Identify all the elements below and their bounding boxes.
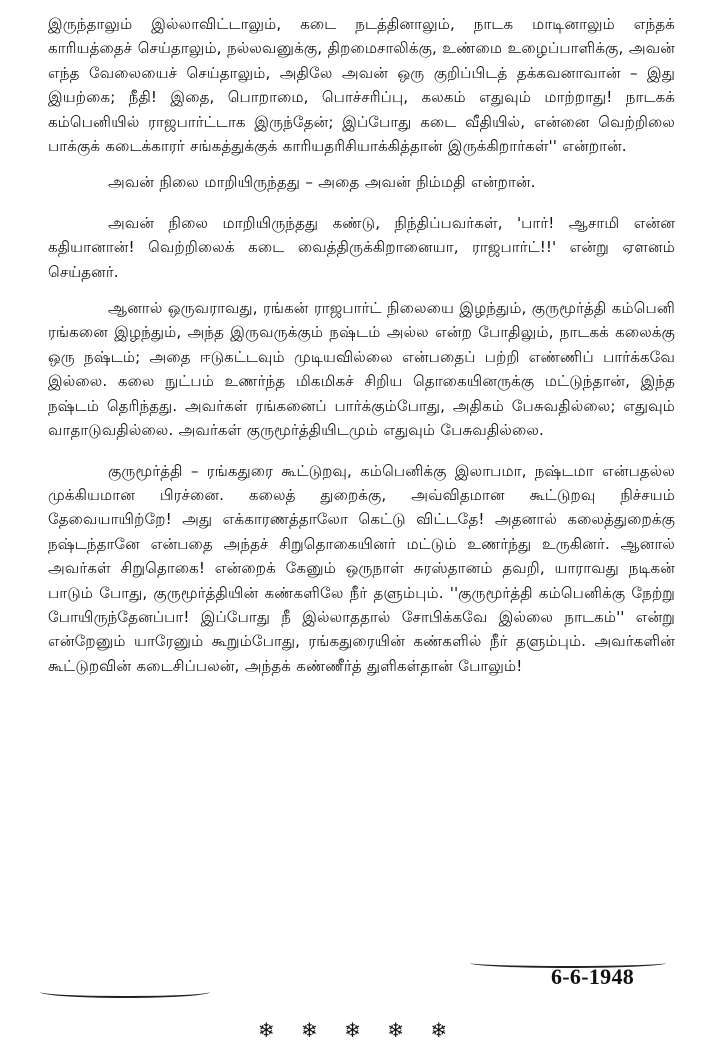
paragraph-4: ஆனால் ஒருவராவது, ரங்கன் ராஜபார்ட் நிலையை இழந்தும், குருமூர்த்தி கம்பெனி ரங்கனை இழந்தும், அந்த இருவருக்கும் நஷ்டம் அல்ல என்ற போதிலும், நாடகக் கலைக்கு ஒரு நஷ்டம்; அதை ஈடுகட்டவும் முடியவில்லை என்பதைப் பற்றி எண்ணிப் பார்க்கவே இல்லை. கலை நுட்பம் உணர்ந்த மிகமிகச் சிறிய தொகையினருக்கு மட்டுந்தான், இந்த நஷ்டம் தெரிந்தது. அவர்கள் ரங்கனைப் பார்க்கும்போது, அதிகம் பேசுவதில்லை; எதுவும் வாதாடுவதில்லை. அவர்கள் குருமூர்த்தியிடமும் எதுவும் பேசுவதில்லை. (48, 299, 675, 440)
paragraph-3: அவன் நிலை மாறியிருந்தது கண்டு, நிந்திப்பவர்கள், 'பார்! ஆசாமி என்ன கதியானான்! வெற்றிலைக் கடை வைத்திருக்கிறானையா, ராஜபார்ட்!!' என்று ஏளனம் செய்தனர். (48, 213, 675, 281)
date-stamp: 6-6-1948 (551, 964, 635, 989)
paragraph-2: அவன் நிலை மாறியிருந்தது – அதை அவன் நிம்மதி என்றான். (108, 173, 536, 192)
paragraph-1: இருந்தாலும் இல்லாவிட்டாலும், கடை நடத்தினாலும், நாடக மாடினாலும் எந்தக் காரியத்தைச் செய்தாலும், நல்லவனுக்கு, திறமைசாலிக்கு, உண்மை உழைப்பாளிக்கு, அவன் எந்த வேலையைச் செய்தாலும், அதிலே அவன் ஒரு குறிப்பிடத் தக்கவனாவான் – இது இயற்கை; நீதி! இதை, பொறாமை, பொச்சரிப்பு, கலகம் எதுவும் மாற்றாது! நாடகக் கம்பெனியில் ராஜபார்ட்டாக இருந்தேன்; இப்போது கடை வீதியில், என்னை வெற்றிலை பாக்குக் கடைக்காரர் சங்கத்துக்குக் காரியதரிசியாக்கித்தான் இருக்கிறார்கள்'' என்றான். (48, 15, 675, 156)
paragraph-5: குருமூர்த்தி – ரங்கதுரை கூட்டுறவு, கம்பெனிக்கு இலாபமா, நஷ்டமா என்பதல்ல முக்கியமான பிரச்னை. கலைத் துறைக்கு, அவ்விதமான கூட்டுறவு நிச்சயம் தேவையாயிற்றே! அது எக்காரணத்தாலோ கெட்டு விட்டதே! அதனால் கலைத்துறைக்கு நஷ்டந்தானே என்பதை அந்தச் சிறுதொகையினர் மட்டும் உணர்ந்து உருகினர். ஆனால் அவர்கள் சிறுதொகை! என்றைக் கேனும் ஒருநாள் சுரஸ்தானம் தவறி, யாராவது நடிகன் பாடும் போது, குருமூர்த்தியின் கண்களிலே நீர் தளும்பும். ''குருமூர்த்தி கம்பெனிக்கு நேற்று போயிருந்தேனப்பா! இப்போது நீ இல்லாததால் சோபிக்கவே இல்லை நாடகம்'' என்று என்றேனும் யாரேனும் கூறும்போது, ரங்கதுரையின் கண்களில் நீர் தளும்பும். அவர்களின் கூட்டுறவின் கடைசிப்பலன், அந்தக் கண்ணீர்த் துளிகள்தான் போலும்! (48, 461, 675, 675)
handwritten-underline-2 (40, 986, 210, 998)
section-separator: ❄ ❄ ❄ ❄ ❄ (257, 1018, 458, 1042)
